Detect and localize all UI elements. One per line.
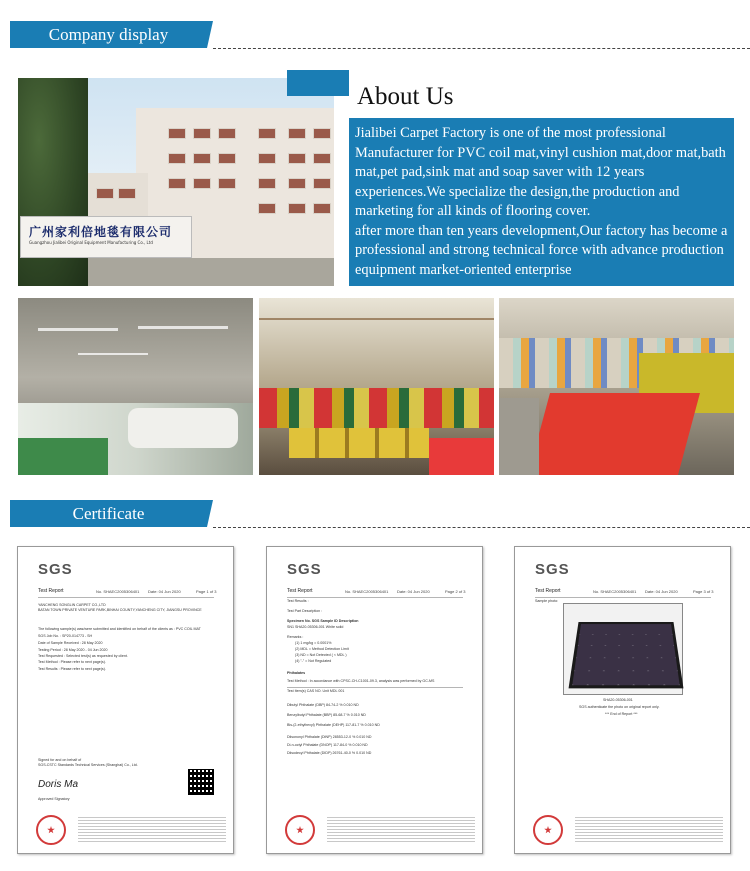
cert-field: SGS Job No. : SP20-014773 - SH (38, 634, 93, 638)
fine-print (575, 817, 723, 843)
sgs-logo: SGS (38, 561, 73, 578)
report-page: Page 1 of 3 (196, 589, 217, 594)
fine-print (78, 817, 226, 843)
about-text-box (349, 118, 734, 286)
sign-english: Guangzhou Jialibei Original Equipment Manufacturing Co., Ltd (29, 240, 153, 245)
certificate-page-2 (266, 546, 483, 854)
factory-interior-photo-2 (259, 298, 494, 475)
section-divider (213, 527, 750, 528)
about-accent-bar (287, 70, 349, 96)
report-title: Test Report (535, 588, 561, 594)
report-line: Phthalates (287, 671, 306, 675)
about-heading: About Us (357, 83, 454, 110)
certificate-page-3 (514, 546, 731, 854)
report-title: Test Report (287, 588, 313, 594)
section-title-certificate: Certificate (10, 500, 207, 527)
cert-field: Test Requested : Selected test(s) as requested by client. (38, 654, 128, 658)
sample-photo-label: Sample photo: (535, 599, 559, 603)
report-line: Test Item(s) CAS NO. Unit MDL 001 (287, 689, 345, 693)
section-divider (213, 48, 750, 49)
signature: Doris Ma (38, 779, 79, 790)
company-sign (20, 216, 192, 258)
sample-photo (563, 603, 683, 695)
cert-field: Test Method : Please refer to next page(s). (38, 660, 106, 664)
report-page: Page 2 of 3 (445, 589, 466, 594)
cert-field: The following sample(s) was/were submitted and identified on behalf of the clients as : PVC COIL MAT (38, 627, 201, 631)
seal-icon (533, 815, 563, 845)
report-line: SN1 SHA20-05306-001 White solid (287, 625, 344, 629)
section-title-company-display: Company display (10, 21, 207, 48)
cert-field: Testing Period : 28 May 2020 - 04 Jun 2020 (38, 648, 108, 652)
report-line: Remarks : (287, 635, 304, 639)
report-number: No. SHAEC2005306401 (345, 589, 389, 594)
report-line: (2) MDL = Method Detection Limit (295, 647, 349, 651)
report-line: Test Results : (287, 599, 309, 603)
report-line: Diisononyl Phthalate (DINP) 28553-12-0 % 0.010 ND (287, 735, 372, 739)
certificate-page-1 (17, 546, 234, 854)
end-of-report: *** End of Report *** (605, 712, 638, 716)
report-title: Test Report (38, 588, 64, 594)
signed-company: SGS-CSTC Standards Technical Services (Shanghai) Co., Ltd. (38, 763, 138, 767)
report-number: No. SHAEC2005306401 (593, 589, 637, 594)
client-address: BATAN TOWN PRIVATE VENTURE PARK,BINHAI COUNTY,YANCHENG CITY, JIANGSU PROVINCE (38, 608, 202, 612)
signed-for: Signed for and on behalf of (38, 758, 82, 762)
cert-field: Date of Sample Received : 28 May 2020 (38, 641, 103, 645)
report-date: Date: 04 Jun 2020 (148, 589, 181, 594)
client-name: YANCHENG SONGLIN CARPET CO.,LTD (38, 603, 106, 607)
seal-icon (36, 815, 66, 845)
factory-interior-photo-1 (18, 298, 253, 475)
report-number: No. SHAEC2005306401 (96, 589, 140, 594)
fine-print (327, 817, 475, 843)
report-line: Diisodecyl Phthalate (DIDP) 26761-40-0 % 0.010 ND (287, 751, 372, 755)
report-date: Date: 04 Jun 2020 (397, 589, 430, 594)
about-paragraph-2: after more than ten years development,Our factory has become a professional and strong technical force with advance production equipment market-oriented enterprise (355, 222, 728, 278)
sgs-logo: SGS (535, 561, 570, 578)
report-page: Page 3 of 3 (693, 589, 714, 594)
report-line: Benzylbutyl Phthalate (BBP) 85-68-7 % 0.010 ND (287, 713, 366, 717)
report-line: (1) 1 mg/kg = 0.0001% (295, 641, 332, 645)
sample-id: SHA20-05306-001 (603, 698, 633, 702)
about-paragraph-1: Jialibei Carpet Factory is one of the most professional Manufacturer for PVC coil mat,vinyl cushion mat,door mat,bath mat,pet pad,sink mat and soap saver with 12 years experiences.We specialize the design,the production and marketing for all kinds of flooring cover. (355, 125, 726, 219)
sgs-logo: SGS (287, 561, 322, 578)
factory-building-photo (18, 78, 334, 286)
report-line: Specimen No. SGS Sample ID Description (287, 619, 359, 623)
seal-icon (285, 815, 315, 845)
report-line: (4) "-" = Not Regulated (295, 659, 332, 663)
sign-chinese: 广州家利倍地毯有限公司 (29, 225, 173, 239)
report-line: Dibutyl Phthalate (DBP) 84-74-2 % 0.010 ND (287, 703, 359, 707)
report-date: Date: 04 Jun 2020 (645, 589, 678, 594)
qr-code-icon (188, 769, 214, 795)
cert-field: Test Results : Please refer to next page(s). (38, 667, 106, 671)
report-line: (3) ND = Not Detected ( < MDL ) (295, 653, 347, 657)
signatory: Approved Signatory (38, 797, 70, 801)
report-line: Test Method : In accordance with CPSC-CH-C1001-09.3, analysis was performed by GC-MS (287, 679, 435, 683)
factory-interior-photo-3 (499, 298, 734, 475)
report-line: Di-n-octyl Phthalate (DNOP) 117-84-0 % 0.010 ND (287, 743, 368, 747)
photo-note: SGS authenticate the photo on original report only. (579, 705, 660, 709)
report-line: Bis-(2-ethylhexyl) Phthalate (DEHP) 117-81-7 % 0.010 ND (287, 723, 380, 727)
report-line: Test Part Description : (287, 609, 323, 613)
